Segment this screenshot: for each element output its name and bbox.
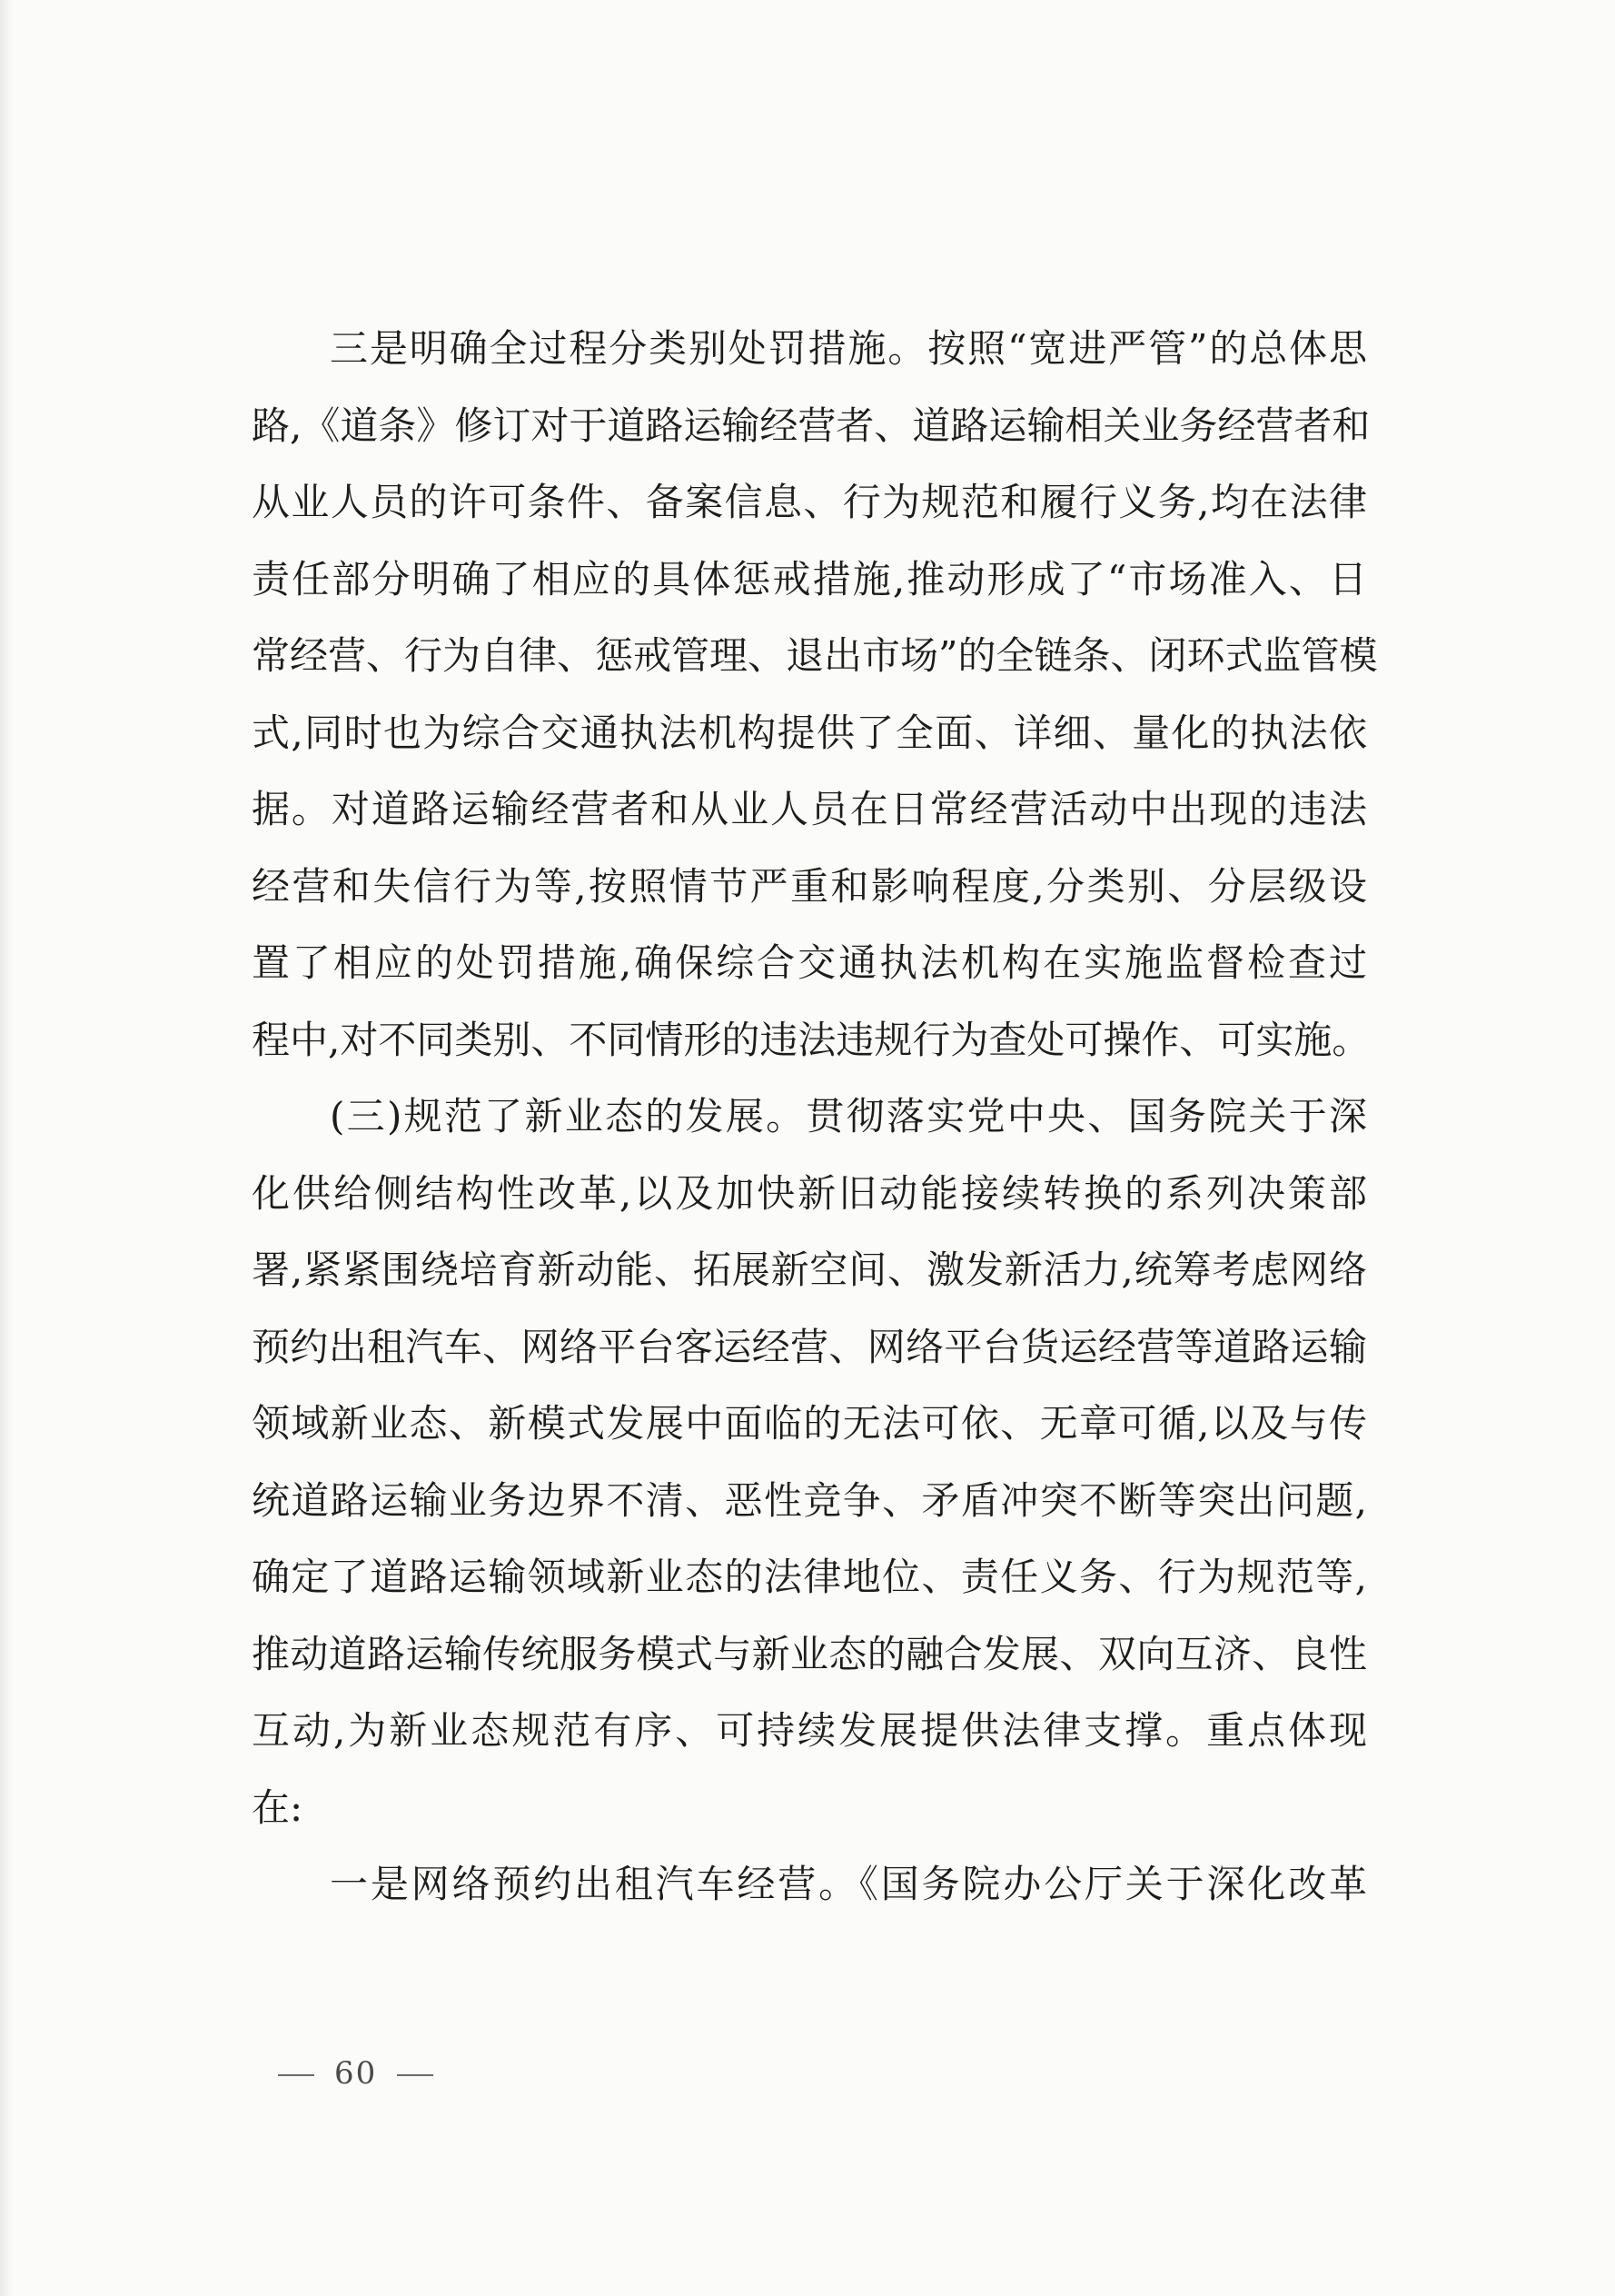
paragraph-line: 常经营、行为自律、惩戒管理、退出市场”的全链条、闭环式监管模: [252, 633, 1378, 678]
paragraph-line: 领域新业态、新模式发展中面临的无法可依、无章可循,以及与传: [252, 1401, 1367, 1446]
paragraph-line: 路,《道条》修订对于道路运输经营者、道路运输相关业务经营者和: [252, 403, 1371, 448]
paragraph-line: 经营和失信行为等,按照情节严重和影响程度,分类别、分层级设: [252, 863, 1367, 909]
page-number-value: 60: [334, 2055, 378, 2092]
paragraph-line: 推动道路运输传统服务模式与新业态的融合发展、双向互济、良性: [252, 1631, 1367, 1676]
paragraph-line: 互动,为新业态规范有序、可持续发展提供法律支撑。重点体现: [252, 1708, 1367, 1753]
paragraph-line: 预约出租汽车、网络平台客运经营、网络平台货运经营等道路运输: [252, 1324, 1367, 1369]
scan-edge: [0, 0, 13, 2296]
page-number: [278, 2055, 433, 2092]
paragraph-line: 一是网络预约出租汽车经营。《国务院办公厅关于深化改革: [330, 1862, 1367, 1906]
paragraph-line: 统道路运输业务边界不清、恶性竞争、矛盾冲突不断等突出问题,: [252, 1477, 1367, 1523]
paragraph-line: 三是明确全过程分类别处罚措施。按照“宽进严管”的总体思: [330, 326, 1367, 371]
paragraph-line: 据。对道路运输经营者和从业人员在日常经营活动中出现的违法: [252, 787, 1367, 831]
paragraph-line: 置了相应的处罚措施,确保综合交通执法机构在实施监督检查过: [252, 940, 1367, 985]
dash-left: [278, 2074, 314, 2076]
paragraph-line: 署,紧紧围绕培育新动能、拓展新空间、激发新活力,统筹考虑网络: [252, 1247, 1367, 1292]
paragraph-line: 式,同时也为综合交通执法机构提供了全面、详细、量化的执法依: [252, 710, 1367, 755]
paragraph-line: 责任部分明确了相应的具体惩戒措施,推动形成了“市场准入、日: [252, 556, 1367, 601]
section-heading-line: (三)规范了新业态的发展。贯彻落实党中央、国务院关于深: [330, 1094, 1367, 1138]
paragraph-line: 从业人员的许可条件、备案信息、行为规范和履行义务,均在法律: [252, 480, 1367, 524]
body-text: [252, 311, 1378, 1923]
dash-right: [397, 2074, 433, 2076]
paragraph-line: 确定了道路运输领域新业态的法律地位、责任义务、行为规范等,: [252, 1555, 1367, 1599]
paragraph-line: 化供给侧结构性改革,以及加快新旧动能接续转换的系列决策部: [252, 1170, 1367, 1216]
paragraph-line: 在:: [252, 1784, 303, 1830]
paragraph-line: 程中,对不同类别、不同情形的违法违规行为查处可操作、可实施。: [252, 1017, 1371, 1062]
